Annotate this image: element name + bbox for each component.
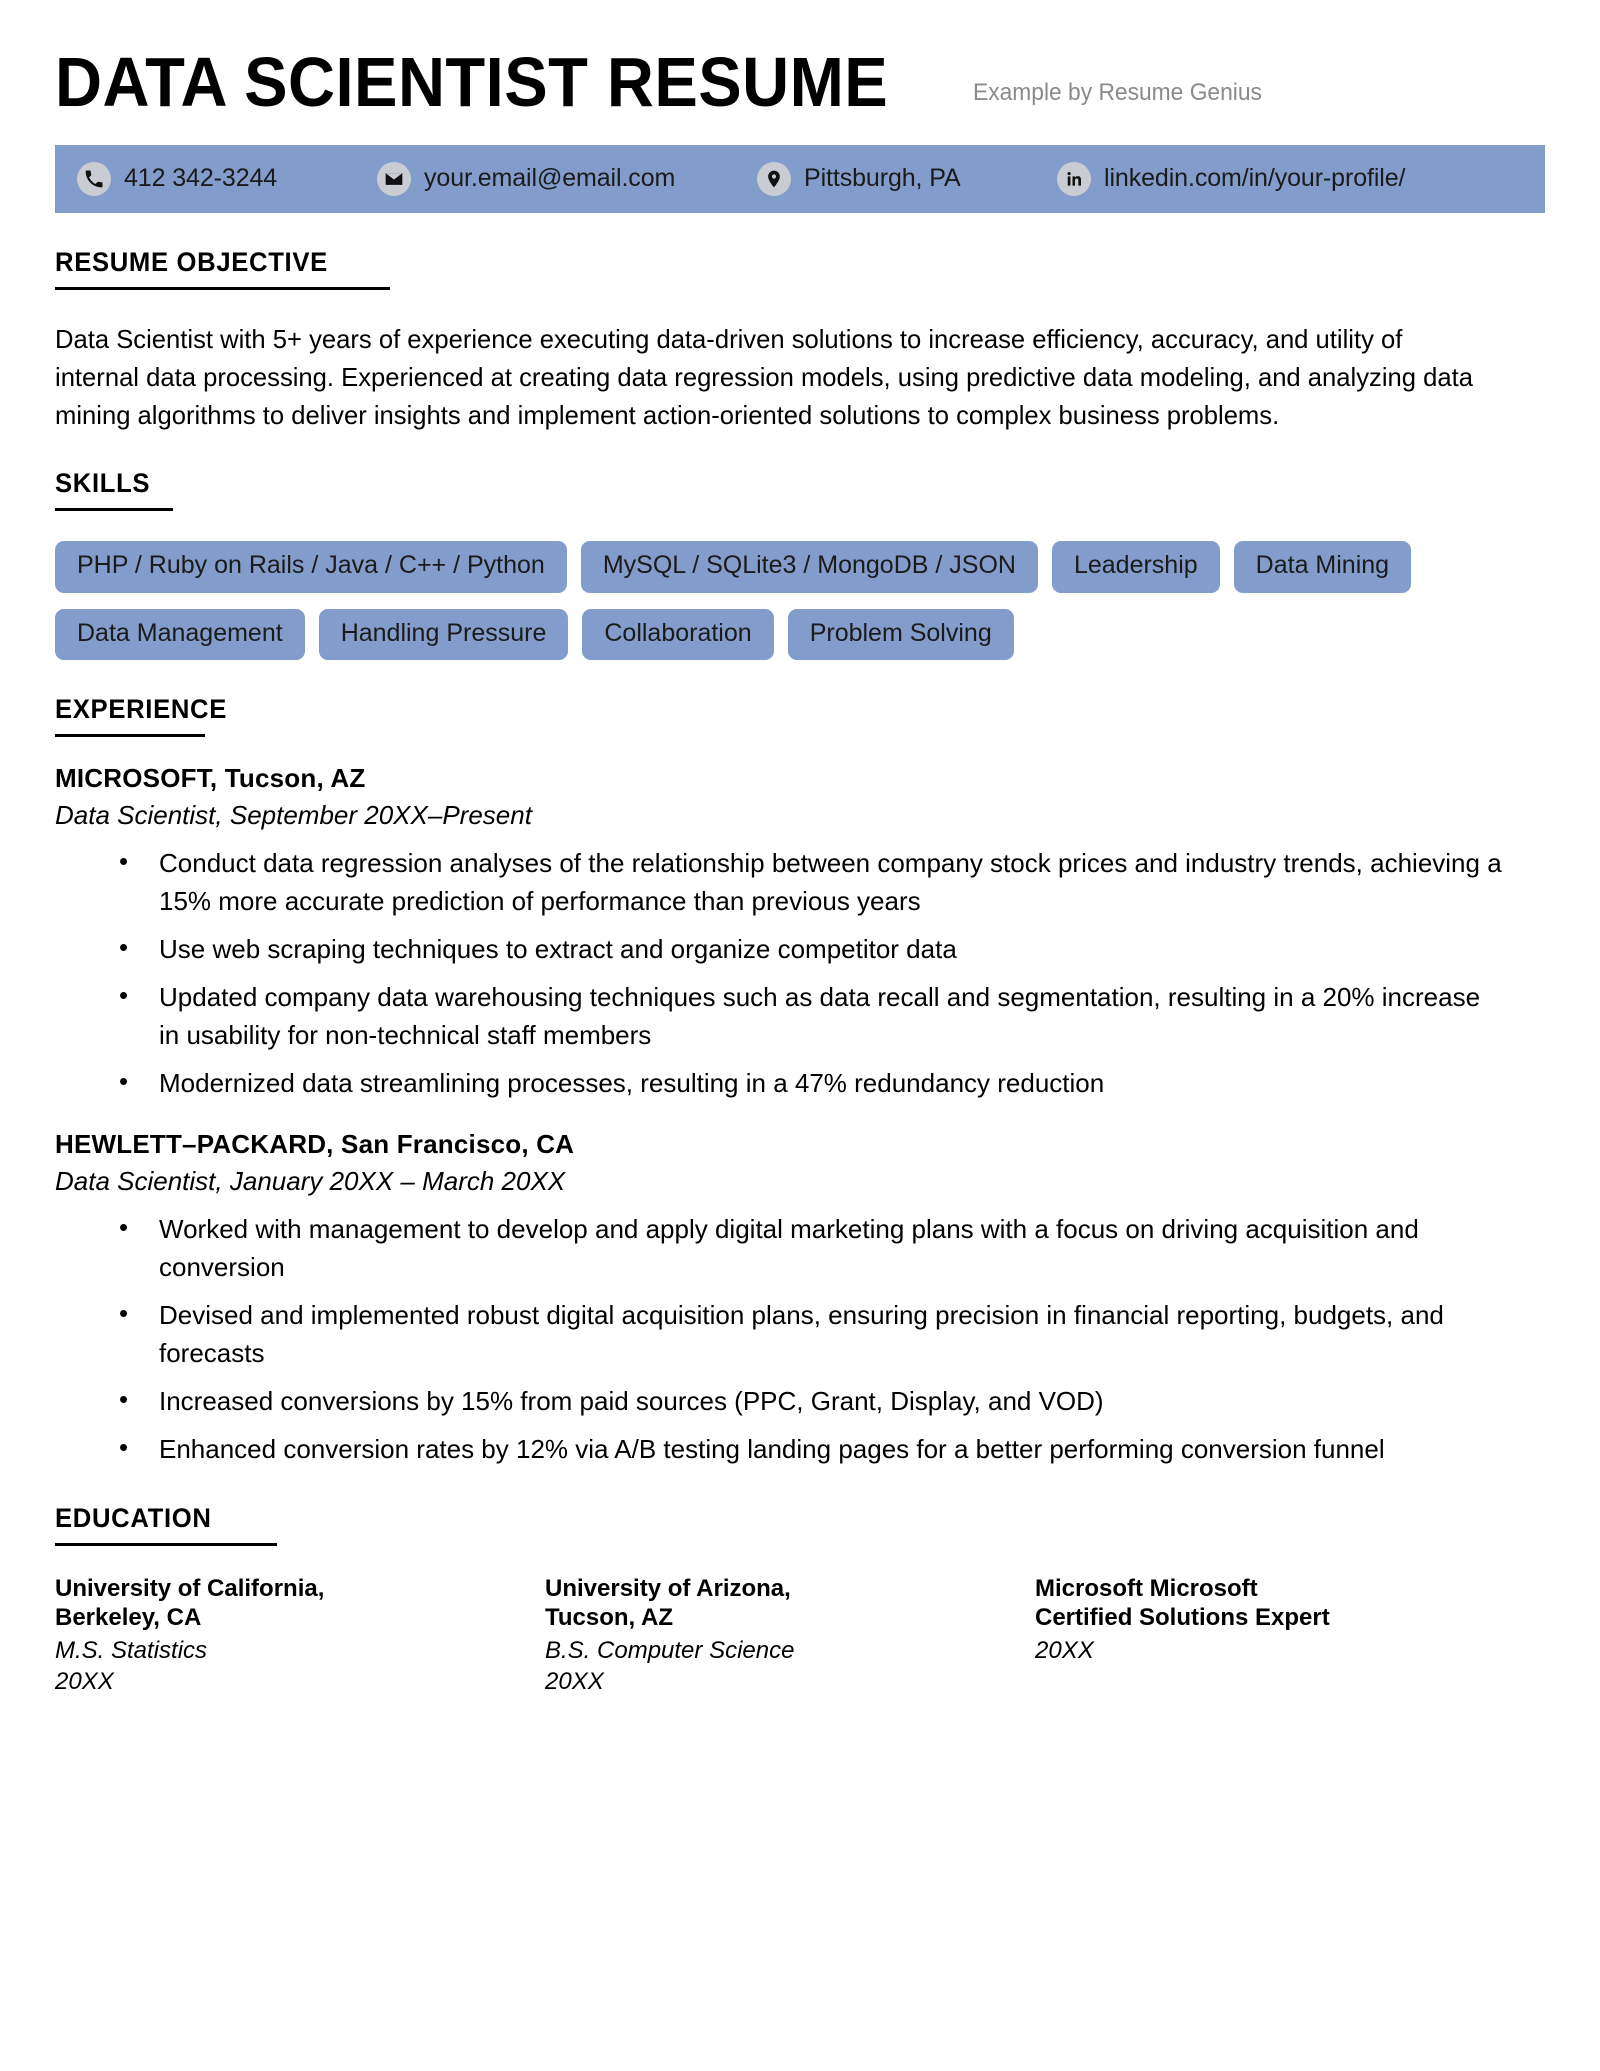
skill-pill: Collaboration	[582, 609, 773, 661]
objective-heading-block	[55, 247, 1545, 290]
skill-pill: PHP / Ruby on Rails / Java / C++ / Python	[55, 541, 567, 593]
education-entry	[545, 1574, 1035, 1697]
objective-heading: RESUME OBJECTIVE	[55, 246, 328, 277]
experience-heading-block	[55, 694, 1545, 737]
experience-heading: EXPERIENCE	[55, 694, 228, 725]
contact-value-linkedin: linkedin.com/in/your-profile/	[1104, 164, 1406, 193]
section-divider	[55, 508, 173, 511]
education-year: 20XX	[1035, 1637, 1094, 1665]
job-role-dates: Data Scientist, January 20XX – March 20XX	[55, 1165, 566, 1196]
contact-value-phone: 412 342-3244	[124, 164, 278, 193]
skill-pill: Data Mining	[1234, 541, 1411, 593]
section-objective	[0, 247, 1600, 435]
education-school: University of Arizona, Tucson, AZ	[545, 1574, 791, 1632]
education-list	[55, 1574, 1545, 1697]
bullet-item: • Updated company data warehousing techniques such as data recall and segmentation, resulting in a 20% increase in usability for non-technical staff members	[113, 979, 1503, 1055]
skill-pill: Data Management	[55, 609, 305, 661]
bullet-item: • Conduct data regression analyses of the relationship between company stock prices and industry trends, achieving a 15% more accurate prediction of performance than previous years	[113, 845, 1503, 921]
section-divider	[55, 287, 390, 290]
education-entry	[55, 1574, 545, 1697]
linkedin-icon	[1057, 162, 1091, 196]
bullet-item: • Use web scraping techniques to extract and organize competitor data	[113, 931, 1503, 969]
education-year: 20XX	[545, 1668, 604, 1696]
experience-entry	[55, 1129, 1545, 1469]
education-degree: B.S. Computer Science	[545, 1637, 795, 1665]
job-role-dates: Data Scientist, September 20XX–Present	[55, 800, 532, 831]
bullet-item: • Enhanced conversion rates by 12% via A/B testing landing pages for a better performing conversion funnel	[113, 1431, 1503, 1469]
section-divider	[55, 1543, 277, 1546]
bullet-item: • Devised and implemented robust digital acquisition plans, ensuring precision in financial reporting, budgets, and forecasts	[113, 1297, 1503, 1373]
education-heading-block	[55, 1503, 1545, 1546]
education-degree: M.S. Statistics	[55, 1637, 208, 1665]
skill-pill: Leadership	[1052, 541, 1220, 593]
bullet-item: • Modernized data streamlining processes, resulting in a 47% redundancy reduction	[113, 1065, 1503, 1103]
job-company: HEWLETT–PACKARD, San Francisco, CA	[55, 1128, 575, 1159]
skill-pill: Handling Pressure	[319, 609, 569, 661]
phone-icon	[77, 162, 111, 196]
section-education	[0, 1503, 1600, 1697]
byline: Example by Resume Genius	[972, 78, 1262, 106]
experience-entry	[55, 763, 1545, 1103]
contact-value-email: your.email@email.com	[424, 164, 676, 193]
contact-item-linkedin[interactable]	[1057, 162, 1523, 196]
job-bullets	[55, 1211, 1545, 1469]
education-school: Microsoft Microsoft Certified Solutions Expert	[1035, 1574, 1330, 1632]
bullet-item: • Increased conversions by 15% from paid sources (PPC, Grant, Display, and VOD)	[113, 1383, 1503, 1421]
education-year: 20XX	[55, 1668, 114, 1696]
contact-value-location: Pittsburgh, PA	[804, 164, 961, 193]
email-icon	[377, 162, 411, 196]
skills-list	[55, 541, 1545, 660]
resume-header	[0, 0, 1600, 121]
contact-item-phone[interactable]	[77, 162, 377, 196]
skill-pill: Problem Solving	[788, 609, 1014, 661]
skills-heading: SKILLS	[55, 468, 151, 499]
job-company: MICROSOFT, Tucson, AZ	[55, 763, 366, 794]
education-school: University of California, Berkeley, CA	[55, 1574, 325, 1632]
location-icon	[757, 162, 791, 196]
education-entry	[1035, 1574, 1525, 1697]
section-experience	[0, 694, 1600, 1468]
job-bullets	[55, 845, 1545, 1103]
section-divider	[55, 734, 205, 737]
skill-pill: MySQL / SQLite3 / MongoDB / JSON	[581, 541, 1038, 593]
page-title: DATA SCIENTIST RESUME	[55, 43, 889, 121]
contact-item-email[interactable]	[377, 162, 757, 196]
contact-item-location[interactable]	[757, 162, 1057, 196]
skills-heading-block	[55, 468, 1545, 511]
section-skills	[0, 468, 1600, 660]
objective-paragraph: Data Scientist with 5+ years of experience executing data-driven solutions to increase efficiency, accuracy, and utility of internal data processing. Experienced at creating data regression models, using predictive data modeling, and analyzing data mining algorithms to deliver insights and implement action-oriented solutions to complex business problems.	[55, 323, 1473, 431]
bullet-item: • Worked with management to develop and apply digital marketing plans with a focus on driving acquisition and conversion	[113, 1211, 1503, 1287]
education-heading: EDUCATION	[55, 1502, 212, 1533]
contact-bar	[55, 145, 1545, 213]
